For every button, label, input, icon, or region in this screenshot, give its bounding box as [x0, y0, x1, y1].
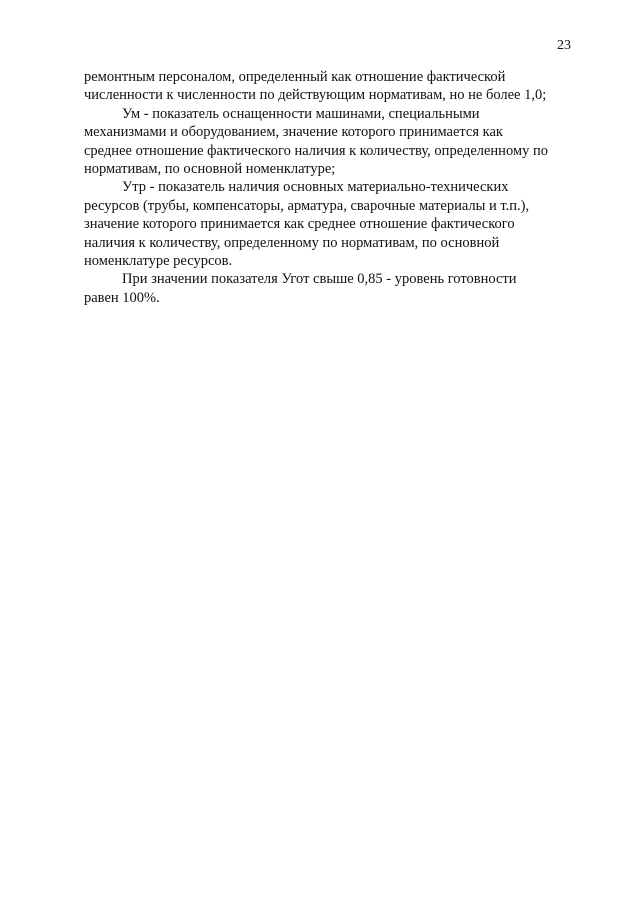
text-line: среднее отношение фактического наличия к количеству, определенному по — [84, 142, 548, 159]
text-line: наличия к количеству, определенному по нормативам, по основной — [84, 234, 500, 251]
page-number: 23 — [557, 38, 571, 53]
text-line: Ум - показатель оснащенности машинами, специальными — [122, 105, 480, 122]
paragraph-personnel-continuation — [84, 68, 573, 105]
text-line: равен 100%. — [84, 289, 160, 306]
text-line: номенклатуре ресурсов. — [84, 253, 233, 270]
text-line: Утр - показатель наличия основных материально-технических — [122, 179, 509, 196]
paragraph-machinery-indicator — [84, 105, 573, 179]
text-line: ремонтным персоналом, определенный как отношение фактической — [84, 69, 506, 85]
document-body — [84, 68, 573, 307]
paragraph-resources-indicator — [84, 178, 573, 270]
text-line: ресурсов (трубы, компенсаторы, арматура, сварочные материалы и т.п.), — [84, 197, 530, 214]
text-line: При значении показателя Угот свыше 0,85 - уровень готовности — [122, 271, 517, 288]
text-line: нормативам, по основной номенклатуре; — [84, 161, 336, 178]
text-line: механизмами и оборудованием, значение которого принимается как — [84, 124, 503, 141]
paragraph-readiness-threshold — [84, 270, 573, 307]
text-line: значение которого принимается как среднее отношение фактического — [84, 216, 515, 233]
text-line: численности к численности по действующим нормативам, но не более 1,0; — [84, 87, 547, 104]
